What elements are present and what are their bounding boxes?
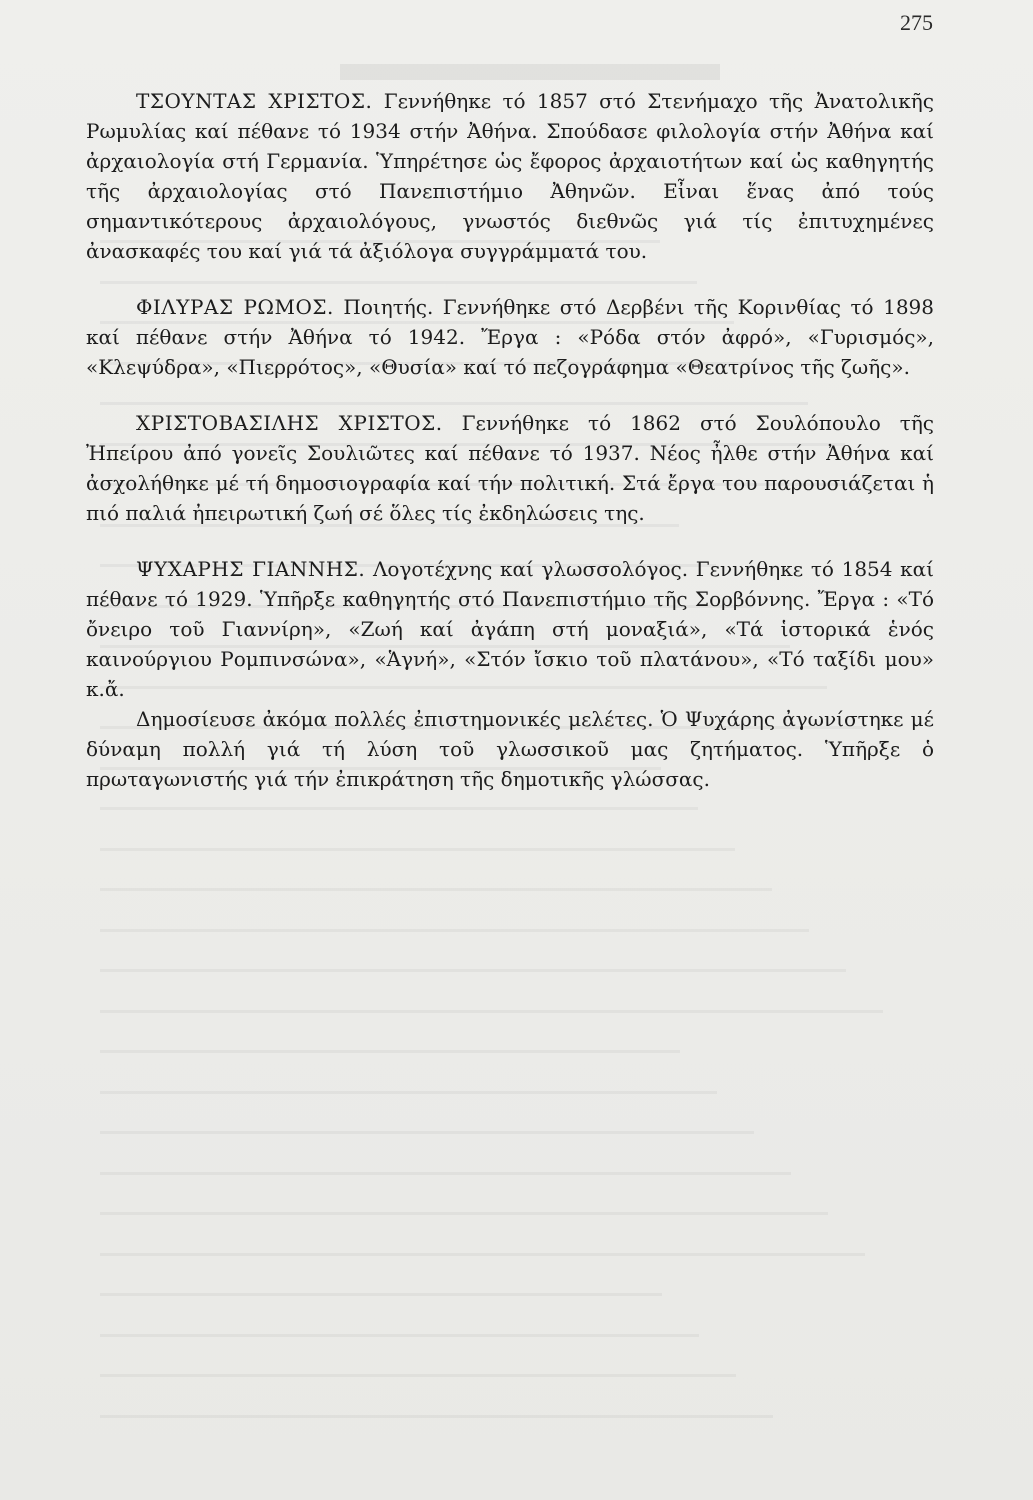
biography-entry [86,292,934,382]
biography-entries [86,86,934,820]
show-through-line [100,1050,680,1053]
show-through-line [100,1415,773,1418]
show-through-line [100,1253,865,1256]
entry-text: Δημοσίευσε ἀκόμα πολλές ἐπιστημονικές μελέτες. Ὁ Ψυχάρης ἀγωνίστηκε μέ δύναμη πολλή γιά τή λύση τοῦ γλωσσικοῦ μας ζητήματος. Ὑπῆρξε ὁ πρωταγωνιστής γιά τήν ἐπικράτηση τῆς δημοτικῆς γλώσσας. [86,707,934,791]
page-number: 275 [900,10,933,35]
show-through-line [100,1172,791,1175]
show-through-line [100,1334,699,1337]
entry-name: ΦΙΛΥΡΑΣ ΡΩΜΟΣ. [136,295,334,319]
show-through-line [100,1374,736,1377]
show-through-line [100,969,846,972]
entry-paragraph [86,408,934,528]
show-through-line [100,929,809,932]
entry-paragraph [86,554,934,704]
show-through-line [100,1293,662,1296]
biography-entry [86,408,934,528]
entry-paragraph [86,292,934,382]
entry-name: ΧΡΙΣΤΟΒΑΣΙΛΗΣ ΧΡΙΣΤΟΣ. [136,411,443,435]
entry-text: Λογοτέχνης καί γλωσσολόγος. Γεννήθηκε τό 1854 καί πέθανε τό 1929. Ὑπῆρξε καθηγητής στό Πανεπιστήμιο τῆς Σορβόννης. Ἔργα : «Τό ὄνειρο τοῦ Γιαννίρη», «Ζωή καί ἀγάπη στή μοναξιά», «Τά ἱστορικά ἑνός καινούργιου Ρομπινσώνα», «Ἁγνή», «Στόν ἴσκιο τοῦ πλατάνου», «Τό ταξίδι μου» κ.ἄ. [86,557,935,701]
show-through-line [100,1131,754,1134]
show-through-line [100,1091,717,1094]
biography-entry [86,554,934,794]
entry-name: ΤΣΟΥΝΤΑΣ ΧΡΙΣΤΟΣ. [136,89,373,113]
show-through-line [100,1212,828,1215]
show-through-line [100,848,735,851]
entry-text: Ποιητής. Γεννήθηκε στό Δερβένι τῆς Κορινθίας τό 1898 καί πέθανε στήν Ἀθήνα τό 1942. Ἔργα : «Ρόδα στόν ἀφρό», «Γυρισμός», «Κλεψύδρα», «Πιερρότος», «Θυσία» καί τό πεζογράφημα «Θεατρίνος τῆς ζωῆς». [86,295,934,379]
entry-text: Γεννήθηκε τό 1862 στό Σουλόπουλο τῆς Ἠπείρου ἀπό γονεῖς Σουλιῶτες καί πέθανε τό 1937. Νέος ἦλθε στήν Ἀθήνα καί ἀσχολήθηκε μέ τή δημοσιογραφία καί τήν πολιτική. Στά ἔργα του παρουσιάζεται ἡ πιό παλιά ἠπειρωτική ζωή σέ ὅλες τίς ἐκδηλώσεις της. [86,411,935,525]
biography-entry [86,86,934,266]
entry-name: ΨΥΧΑΡΗΣ ΓΙΑΝΝΗΣ. [136,557,366,581]
entry-text: Γεννήθηκε τό 1857 στό Στενήμαχο τῆς Ἀνατολικῆς Ρωμυλίας καί πέθανε τό 1934 στήν Ἀθήνα. Σπούδασε φιλολογία στήν Ἀθήνα καί ἀρχαιολογία στή Γερμανία. Ὑπηρέτησε ὡς ἔφορος ἀρχαιοτήτων καί ὡς καθηγητής τῆς ἀρχαιολογίας στό Πανεπιστήμιο Ἀθηνῶν. Εἶναι ἕνας ἀπό τούς σημαντικότερους ἀρχαιολόγους, γνωστός διεθνῶς γιά τίς ἐπιτυχημένες ἀνασκαφές του καί γιά τά ἀξιόλογα συγγράμματά του. [86,89,934,263]
show-through-line [100,888,772,891]
entry-paragraph [86,86,934,266]
entry-paragraph-continued [86,704,934,794]
show-through-line [100,1010,883,1013]
